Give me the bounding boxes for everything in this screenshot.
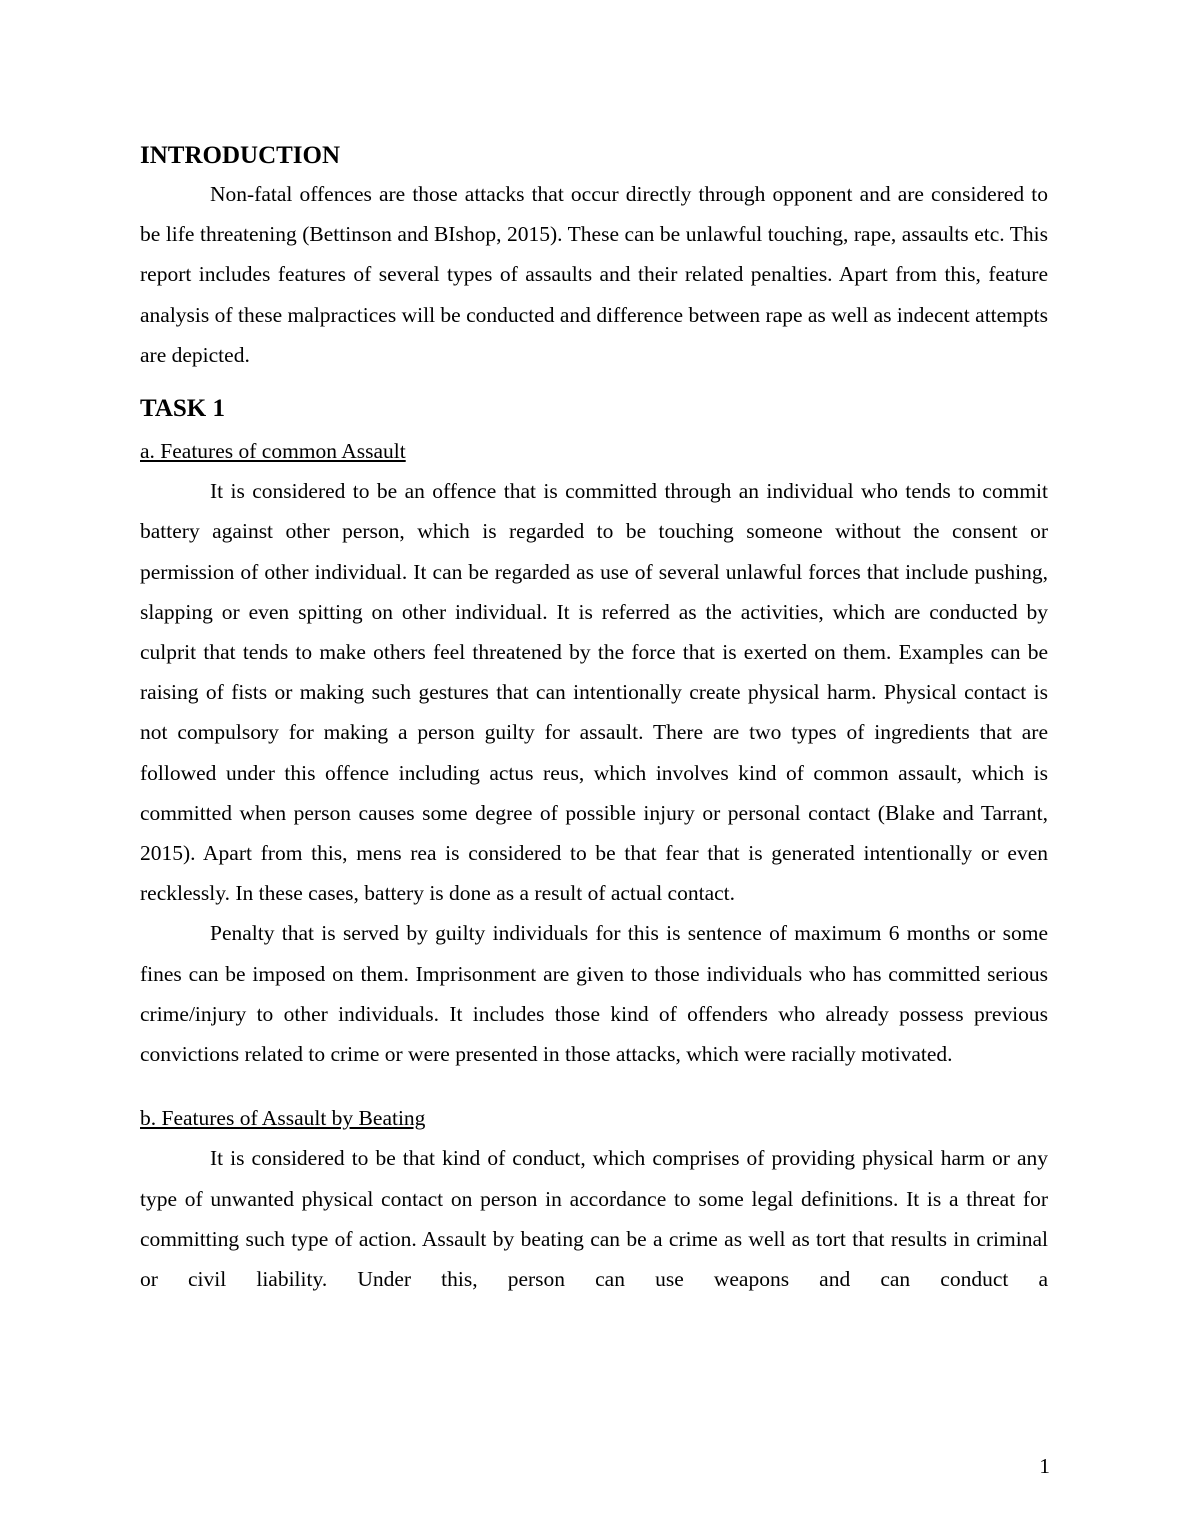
- page-number: 1: [1039, 1454, 1050, 1478]
- section-a-title: a. Features of common Assault: [140, 439, 406, 464]
- section-b-paragraph-1: It is considered to be that kind of conduct, which comprises of providing physical harm or any type of unwanted physical contact on person in accordance to some legal definitions. It is a threat for committing such type of action. Assault by beating can be a crime as well as tort that results in criminal or civil liability. Under this, person can use weapons and can conduct a: [140, 1146, 1048, 1292]
- section-b-title: b. Features of Assault by Beating: [140, 1106, 426, 1131]
- task-1-heading: TASK 1: [140, 395, 225, 423]
- introduction-heading: INTRODUCTION: [140, 142, 341, 169]
- section-a-paragraph-2: Penalty that is served by guilty individuals for this is sentence of maximum 6 months or some fines can be imposed on them. Imprisonment are given to those individuals who has committed serious crime/injury to other individuals. It includes those kind of offenders who already possess previous convictions related to crime or were presented in those attacks, which were racially motivated.: [140, 921, 1048, 1067]
- introduction-paragraph: Non-fatal offences are those attacks that occur directly through opponent and are considered to be life threatening (Bettinson and BIshop, 2015). These can be unlawful touching, rape, assaults etc. This report includes features of several types of assaults and their related penalties. Apart from this, feature analysis of these malpractices will be conducted and difference between rape as well as indecent attempts are depicted.: [140, 182, 1048, 367]
- section-a-paragraph-1: It is considered to be an offence that is committed through an individual who tends to commit battery against other person, which is regarded to be touching someone without the consent or permission of other individual. It can be regarded as use of several unlawful forces that include pushing, slapping or even spitting on other individual. It is referred as the activities, which are conducted by culprit that tends to make others feel threatened by the force that is exerted on them. Examples can be raising of fists or making such gestures that can intentionally create physical harm. Physical contact is not compulsory for making a person guilty for assault. There are two types of ingredients that are followed under this offence including actus reus, which involves kind of common assault, which is committed when person causes some degree of possible injury or personal contact (Blake and Tarrant, 2015). Apart from this, mens rea is considered to be that fear that is generated intentionally or even recklessly. In these cases, battery is done as a result of actual contact.: [140, 479, 1048, 906]
- document-page: [140, 138, 1048, 1299]
